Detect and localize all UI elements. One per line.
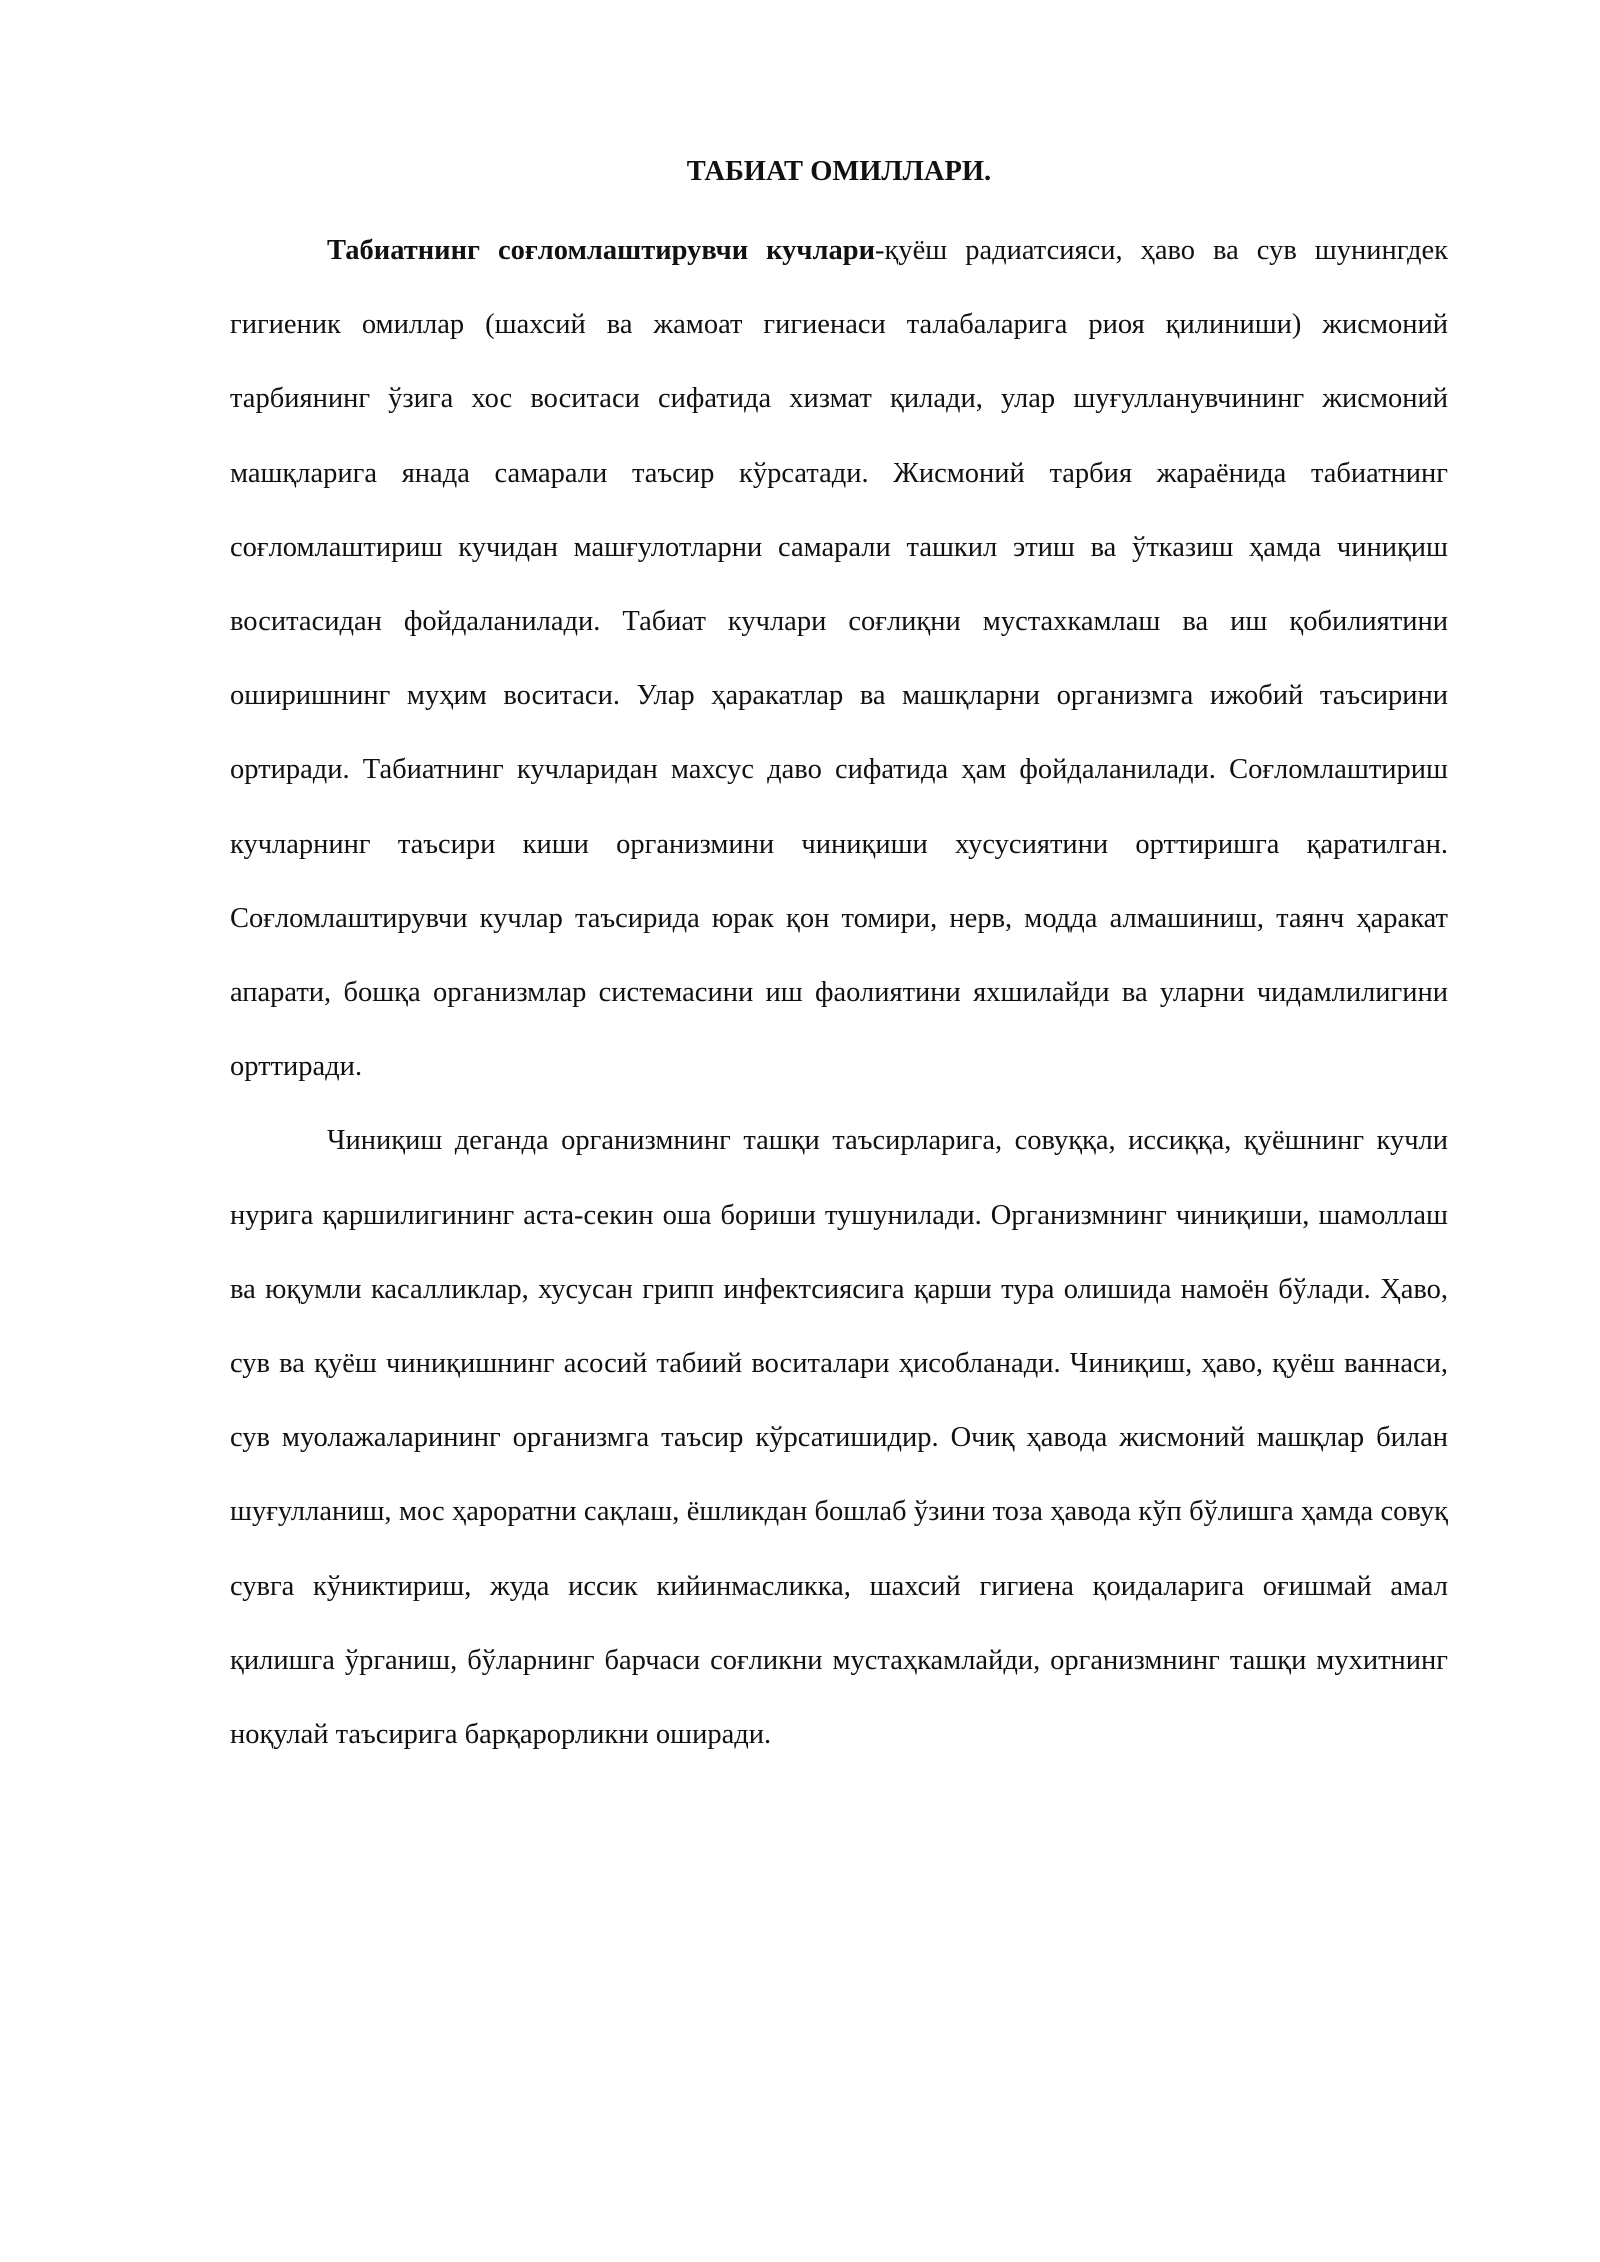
paragraph-2-text: Чиниқиш деганда организмнинг ташқи таъсирларига, совуққа, иссиққа, қуёшнинг кучли нурига қаршилигининг аста-секин оша бориши тушунилади. Организмнинг чиниқиши, шамоллаш ва юқумли касалликлар, хусусан грипп инфектсиясига қарши тура олишида намоён бўлади. Ҳаво, сув ва қуёш чиниқишнинг асосий табиий воситалари ҳисобланади. Чиниқиш, ҳаво, қуёш ваннаси, сув муолажаларининг организмга таъсир кўрсатишидир. Очиқ ҳавода жисмоний машқлар билан шуғулланиш, мос ҳароратни сақлаш, ёшликдан бошлаб ўзини тоза ҳавода кўп бўлишга ҳамда совуқ сувга кўниктириш, жуда иссик кийинмасликка, шахсий гигиена қоидаларига оғишмай амал қилишга ўрганиш, бўларнинг барчаси соғликни мустаҳкамлайди, организмнинг ташқи мухитнинг ноқулай таъсирига барқарорликни оширади. — [230, 1125, 1448, 1751]
paragraph-2 — [230, 1104, 1448, 1772]
paragraph-1 — [230, 214, 1448, 1104]
paragraph-1-text: -қуёш радиатсияси, ҳаво ва сув шунингдек гигиеник омиллар (шахсий ва жамоат гигиенаси талабаларига риоя қилиниши) жисмоний тарбиянинг ўзига хос воситаси сифатида хизмат қилади, улар шуғулланувчининг жисмоний машқларига янада самарали таъсир кўрсатади. Жисмоний тарбия жараёнида табиатнинг соғломлаштириш кучидан машғулотларни самарали ташкил этиш ва ўтказиш ҳамда чиниқиш воситасидан фойдаланилади. Табиат кучлари соғлиқни мустахкамлаш ва иш қобилиятини оширишнинг муҳим воситаси. Улар ҳаракатлар ва машқларни организмга ижобий таъсирини ортиради. Табиатнинг кучларидан махсус даво сифатида ҳам фойдаланилади. Соғломлаштириш кучларнинг таъсири киши организмини чиниқиши хусусиятини орттиришга қаратилган. Соғломлаштирувчи кучлар таъсирида юрак қон томири, нерв, модда алмашиниш, таянч ҳаракат апарати, бошқа организмлар системасини иш фаолиятини яхшилайди ва уларни чидамлилигини орттиради. — [230, 235, 1448, 1083]
document-page — [230, 150, 1448, 1772]
paragraph-1-lead: Табиатнинг соғломлаштирувчи кучлари — [327, 235, 876, 266]
document-title: ТАБИАТ ОМИЛЛАРИ. — [686, 156, 992, 187]
